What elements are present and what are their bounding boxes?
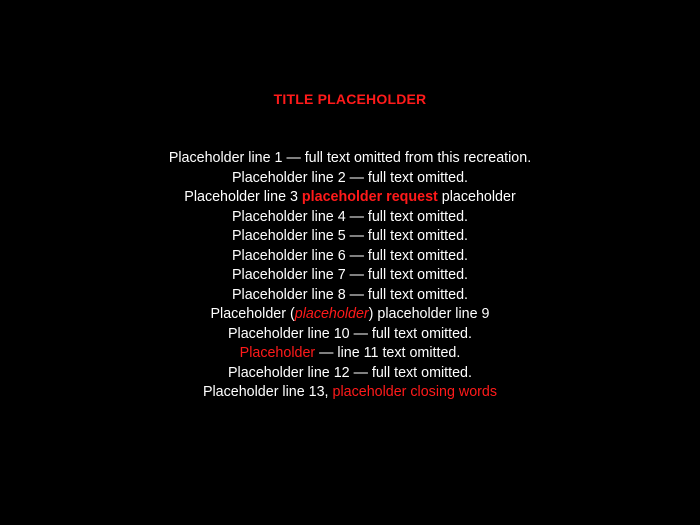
notice-line-13-text-before: Placeholder line 13, (202, 384, 333, 400)
underline-highlight: placeholder (294, 306, 369, 322)
notice-line-5: Placeholder line 5 — full text omitted. (231, 228, 469, 244)
others-highlight: Placeholder (239, 345, 316, 361)
notice-line-12: Placeholder line 12 — full text omitted. (228, 364, 472, 381)
notice-line-3-text-before: Placeholder line 3 (184, 189, 298, 205)
notice-line-3 (0, 188, 700, 208)
request-highlight: placeholder request (301, 189, 438, 205)
notice-line-9 (0, 305, 700, 325)
notice-line-9-text-after: ) placeholder line 9 (368, 306, 490, 322)
closing-highlight: placeholder closing words (332, 384, 498, 400)
notice-line-2: Placeholder line 2 — full text omitted. (231, 169, 469, 186)
notice-line-7: Placeholder line 7 — full text omitted. (231, 267, 469, 283)
notice-title: TITLE PLACEHOLDER (273, 91, 427, 107)
notice-line-3-text-after: placeholder (441, 189, 516, 205)
notice-body (0, 149, 700, 403)
notice-line-13 (0, 383, 700, 403)
notice-line-11 (0, 344, 700, 364)
notice-line-11-text-after: — line 11 text omitted. (315, 345, 461, 361)
notice-line-6: Placeholder line 6 — full text omitted. (231, 247, 469, 264)
notice-line-4: Placeholder line 4 — full text omitted. (231, 208, 469, 225)
notice-line-1: Placeholder line 1 — full text omitted from this recreation. (168, 150, 532, 166)
notice-line-10: Placeholder line 10 — full text omitted. (228, 325, 472, 342)
notice-line-8: Placeholder line 8 — full text omitted. (231, 286, 469, 303)
notice-line-9-text-before: Placeholder ( (210, 306, 295, 322)
